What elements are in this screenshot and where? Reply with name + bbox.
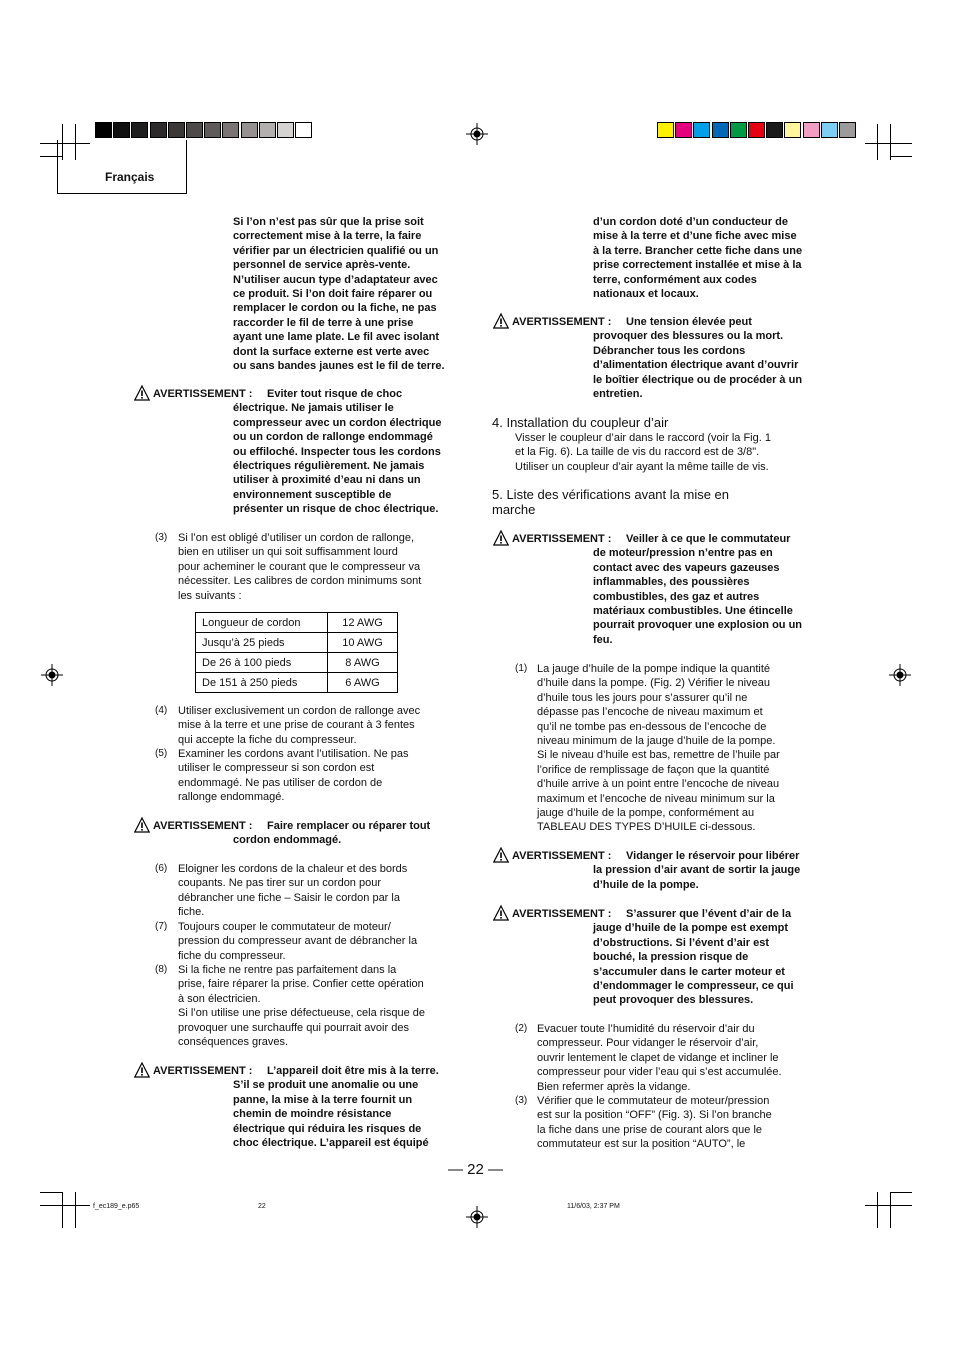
item-text	[537, 662, 837, 835]
text-line: d’huile arrive à un point entre l’encoche de niveau	[537, 778, 780, 791]
color-swatch	[113, 122, 130, 138]
text-line: S’il se produit une anomalie ou une	[233, 1079, 419, 1092]
text-line: contact avec des vapeurs gazeuses	[593, 561, 780, 574]
language-label: Français	[105, 170, 155, 184]
text-line: panne, la mise à la terre fournit un	[233, 1093, 413, 1106]
item-number: (7)	[155, 921, 168, 932]
color-swatch	[821, 122, 838, 138]
text-line: endommagé. Ne pas utiliser de cordon de	[178, 776, 383, 789]
section-4-body	[515, 431, 825, 474]
color-swatch	[693, 122, 710, 138]
text-line: marche	[492, 501, 536, 517]
color-swatch	[150, 122, 167, 138]
text-line: de moteur/pression n’entre pas en	[593, 547, 773, 560]
item-text	[178, 963, 478, 1049]
text-line: personnel de service après-vente.	[233, 259, 411, 272]
file-name: f_ec189_e.p65	[93, 1203, 140, 1210]
warning-triangle-icon	[493, 313, 509, 329]
item-number: (1)	[515, 663, 528, 674]
text-line: bien en utiliser un qui soit suffisamment lourd	[178, 546, 398, 559]
warning-body	[593, 546, 802, 647]
table-row	[196, 673, 398, 693]
text-line: électrique qui réduira les risques de	[233, 1122, 422, 1135]
text-line: Débrancher tous les cordons	[593, 344, 746, 357]
color-swatch	[241, 122, 258, 138]
color-swatch	[839, 122, 856, 138]
text-line: l’orifice de remplissage de façon que la quantité	[537, 763, 770, 776]
color-swatch	[803, 122, 820, 138]
text-line: mise à la terre et une prise de courant à 3 fentes	[178, 719, 415, 732]
item-number: (8)	[155, 964, 168, 975]
text-line: d’obstructions. Si l’évent d’air est	[593, 936, 770, 949]
text-line: compresseur pour vider l’eau qui s’est accumulée.	[537, 1066, 782, 1079]
text-line: jauge d’huile de la pompe est exempt	[593, 922, 788, 935]
text-line: provoquer une surchauffe qui pourrait avoir des	[178, 1021, 409, 1034]
text-line: d’alimentation électrique avant d’ouvrir	[593, 359, 799, 372]
warning-body	[233, 401, 441, 516]
text-line: jauge d’huile de la pompe, conformément au	[537, 807, 755, 820]
text-line: feu.	[593, 633, 613, 646]
item-text	[537, 1094, 837, 1152]
text-line: correctement mise à la terre, la faire	[233, 230, 422, 243]
warning-triangle-icon	[493, 847, 509, 863]
file-page: 22	[258, 1203, 266, 1210]
warning-body	[593, 329, 802, 401]
text-line: environnement susceptible de	[233, 488, 392, 501]
color-swatch	[712, 122, 729, 138]
text-line: Utiliser un coupleur d’air ayant la même taille de vis.	[515, 460, 769, 473]
warning-first-line: Une tension élevée peut	[626, 316, 752, 328]
text-line: la pression d’air avant de sortir la jauge	[593, 864, 801, 877]
text-line: coupants. Ne pas tirer sur un cordon pour	[178, 877, 382, 890]
warning-label: AVERTISSEMENT :	[512, 533, 612, 545]
text-line: La jauge d’huile de la pompe indique la quantité	[537, 663, 771, 675]
text-line: d’huile de la pompe.	[593, 878, 699, 891]
text-line: et la Fig. 6). La taille de vis du raccord est de 3/8".	[515, 446, 760, 459]
text-line: Si l’on utilise une prise défectueuse, cela risque de	[178, 1007, 426, 1020]
table-cell: 8 AWG	[328, 653, 398, 673]
text-line: d’huile dans la pompe. (Fig. 2) Vérifier le niveau	[537, 677, 770, 690]
table-row	[196, 633, 398, 653]
text-line: inflammables, des poussières	[593, 576, 750, 589]
table-cell: 6 AWG	[328, 673, 398, 693]
text-line: dépasse pas l’encoche de niveau maximum et	[537, 706, 763, 719]
text-line: qu’il ne tombe pas en-dessous de l’encoche de	[537, 720, 767, 733]
item-text	[178, 862, 478, 920]
text-line: 5. Liste des vérifications avant la mise en	[492, 487, 730, 502]
color-swatch	[204, 122, 221, 138]
text-line: les suivants :	[178, 589, 242, 602]
warning-label: AVERTISSEMENT :	[153, 388, 253, 400]
grounding-paragraph	[233, 215, 473, 373]
text-line: entretien.	[593, 388, 643, 401]
text-line: niveau minimum de la jauge d’huile de la pompe.	[537, 735, 776, 748]
registration-target-icon	[41, 664, 63, 686]
text-line: chemin de moindre résistance	[233, 1108, 392, 1121]
text-line: Examiner les cordons avant l’utilisation. Ne pas	[178, 748, 409, 760]
warning-first-line: Faire remplacer ou réparer tout	[267, 820, 431, 832]
text-line: Evacuer toute l’humidité du réservoir d’air du	[537, 1023, 755, 1035]
text-line: commutateur est sur la position “AUTO”, le	[537, 1138, 746, 1151]
text-line: Si la fiche ne rentre pas parfaitement dans la	[178, 964, 397, 976]
table-cell: 10 AWG	[328, 633, 398, 653]
item-text	[178, 747, 478, 805]
cord-gauge-table	[195, 612, 398, 693]
warning-body	[233, 1078, 429, 1150]
text-line: Vérifier que le commutateur de moteur/pression	[537, 1095, 770, 1107]
section-heading-4: 4. Installation du coupleur d’air	[492, 415, 669, 430]
text-line: Si l’on n’est pas sûr que la prise soit	[233, 216, 424, 228]
item-text	[178, 920, 478, 963]
text-line: vérifier par un électricien qualifié ou un	[233, 244, 439, 257]
text-line: à la terre. Brancher cette fiche dans une	[593, 244, 803, 257]
grounding-continued-paragraph	[593, 215, 833, 301]
text-line: remplacer le cordon ou la fiche, ne pas	[233, 302, 437, 315]
warning-label: AVERTISSEMENT :	[512, 908, 612, 920]
text-line: Si le niveau d’huile est bas, remettre de l’huile par	[537, 749, 780, 762]
text-line: ouvrir lentement le clapet de vidange et incliner le	[537, 1051, 779, 1064]
color-swatch	[295, 122, 312, 138]
text-line: combustibles, des gaz et autres	[593, 590, 760, 603]
table-cell: 12 AWG	[328, 613, 398, 633]
text-line: électriques régulièrement. Ne jamais	[233, 460, 425, 473]
table-cell: Longueur de cordon	[196, 613, 328, 633]
text-line: pression du compresseur avant de débrancher la	[178, 935, 418, 948]
text-line: s’accumuler dans le carter moteur et	[593, 965, 785, 978]
text-line: terre, conformément aux codes	[593, 273, 757, 286]
table-cell: De 151 à 250 pieds	[196, 673, 328, 693]
warning-triangle-icon	[134, 817, 150, 833]
item-text	[178, 704, 478, 747]
text-line: dont la surface externe est verte avec	[233, 345, 430, 358]
file-timestamp: 11/6/03, 2:37 PM	[567, 1203, 620, 1210]
text-line: Utiliser exclusivement un cordon de rallonge avec	[178, 705, 421, 717]
item-text	[537, 1022, 837, 1094]
color-swatch	[730, 122, 747, 138]
text-line: Toujours couper le commutateur de moteur/	[178, 921, 391, 933]
warning-first-line: L’appareil doit être mis à la terre.	[267, 1065, 439, 1077]
text-line: bouché, la pression risque de	[593, 951, 749, 964]
color-swatch	[784, 122, 801, 138]
text-line: d’un cordon doté d’un conducteur de	[593, 216, 788, 228]
text-line: compresseur. Pour vidanger le réservoir d’air,	[537, 1037, 759, 1050]
section-heading-5	[492, 488, 729, 517]
text-line: matériaux combustibles. Une étincelle	[593, 605, 793, 618]
table-cell: De 26 à 100 pieds	[196, 653, 328, 673]
text-line: pour acheminer le courant que le compresseur va	[178, 560, 421, 573]
table-row	[196, 613, 398, 633]
text-line: nécessiter. Les calibres de cordon minimums sont	[178, 575, 422, 588]
text-line: Si l’on est obligé d’utiliser un cordon de rallonge,	[178, 532, 415, 544]
color-swatch	[277, 122, 294, 138]
warning-label: AVERTISSEMENT :	[512, 850, 612, 862]
color-swatch	[186, 122, 203, 138]
text-line: prise, faire réparer la prise. Confier cette opération	[178, 978, 424, 991]
text-line: la fiche dans une prise de courant alors que le	[537, 1123, 763, 1136]
warning-triangle-icon	[134, 1062, 150, 1078]
color-swatch	[131, 122, 148, 138]
warning-body	[233, 833, 341, 847]
text-line: ou sans bandes jaunes est le fil de terre.	[233, 360, 445, 373]
text-line: débrancher une fiche – Saisir le cordon par la	[178, 891, 400, 904]
text-line: provoquer des blessures ou la mort.	[593, 330, 784, 343]
text-line: rallonge endommagé.	[178, 791, 285, 804]
warning-body	[593, 863, 800, 892]
item-number: (6)	[155, 863, 168, 874]
text-line: raccorder le fil de terre à une prise	[233, 316, 414, 329]
text-line: Bien refermer après la vidange.	[537, 1080, 691, 1093]
color-swatch	[259, 122, 276, 138]
text-line: maximum et l’encoche de niveau minimum sur la	[537, 792, 775, 805]
warning-triangle-icon	[493, 905, 509, 921]
color-swatch	[168, 122, 185, 138]
text-line: d’endommager le compresseur, ce qui	[593, 980, 794, 993]
warning-body	[593, 921, 794, 1007]
page-number: — 22 —	[448, 1161, 504, 1178]
text-line: conséquences graves.	[178, 1036, 289, 1049]
item-text	[178, 531, 478, 603]
text-line: nationaux et locaux.	[593, 288, 699, 301]
color-swatch	[657, 122, 674, 138]
color-swatch	[748, 122, 765, 138]
warning-triangle-icon	[134, 385, 150, 401]
table-cell: Jusqu’à 25 pieds	[196, 633, 328, 653]
text-line: utiliser le compresseur si son cordon est	[178, 762, 375, 775]
warning-first-line: Vidanger le réservoir pour libérer	[626, 850, 800, 862]
text-line: prise correctement installée et mise à la	[593, 259, 802, 272]
item-number: (5)	[155, 748, 168, 759]
item-number: (2)	[515, 1023, 528, 1034]
text-line: Visser le coupleur d’air dans le raccord (voir la Fig. 1	[515, 432, 771, 444]
text-line: électrique. Ne jamais utiliser le	[233, 402, 394, 415]
registration-target-icon	[889, 664, 911, 686]
text-line: ce produit. Si l’on doit faire réparer ou	[233, 288, 433, 301]
text-line: peut provoquer des blessures.	[593, 994, 754, 1007]
text-line: choc électrique. L’appareil est équipé	[233, 1137, 429, 1150]
warning-label: AVERTISSEMENT :	[153, 820, 253, 832]
text-line: présenter un risque de choc électrique.	[233, 503, 439, 516]
warning-first-line: Veiller à ce que le commutateur	[626, 533, 791, 545]
text-line: à son électricien.	[178, 992, 261, 1005]
item-number: (3)	[515, 1095, 528, 1106]
text-line: ayant une lame plate. Le fil avec isolant	[233, 331, 440, 344]
text-line: TABLEAU DES TYPES D’HUILE ci-dessous.	[537, 821, 756, 834]
text-line: ou effiloché. Inspecter tous les cordons	[233, 445, 441, 458]
text-line: fiche du compresseur.	[178, 949, 286, 962]
text-line: qui accepte la fiche du compresseur.	[178, 733, 357, 746]
text-line: le boîtier électrique ou de procéder à un	[593, 373, 803, 386]
item-number: (4)	[155, 705, 168, 716]
warning-first-line: Eviter tout risque de choc	[267, 388, 403, 400]
text-line: mise à la terre et d’une fiche avec mise	[593, 230, 797, 243]
text-line: fiche.	[178, 906, 205, 919]
text-line: d’huile tous les jours pour s’assurer qu’il ne	[537, 691, 748, 704]
table-row	[196, 653, 398, 673]
color-swatch	[766, 122, 783, 138]
text-line: Eloigner les cordons de la chaleur et des bords	[178, 863, 408, 875]
warning-triangle-icon	[493, 530, 509, 546]
warning-label: AVERTISSEMENT :	[153, 1065, 253, 1077]
color-swatch	[675, 122, 692, 138]
text-line: ou un cordon de rallonge endommagé	[233, 431, 433, 444]
text-line: compresseur avec un cordon électrique	[233, 416, 442, 429]
item-number: (3)	[155, 532, 168, 543]
color-swatch	[222, 122, 239, 138]
text-line: pourrait provoquer une explosion ou un	[593, 619, 803, 632]
color-swatch	[95, 122, 112, 138]
warning-label: AVERTISSEMENT :	[512, 316, 612, 328]
text-line: utiliser à proximité d’eau ni dans un	[233, 474, 421, 487]
text-line: est sur la position “OFF” (Fig. 3). Si l’on branche	[537, 1109, 772, 1122]
text-line: N’utiliser aucun type d’adaptateur avec	[233, 273, 438, 286]
registration-target-icon	[466, 1206, 488, 1228]
registration-target-icon	[466, 123, 488, 145]
warning-first-line: S’assurer que l’évent d’air de la	[626, 908, 792, 920]
text-line: cordon endommagé.	[233, 834, 342, 847]
